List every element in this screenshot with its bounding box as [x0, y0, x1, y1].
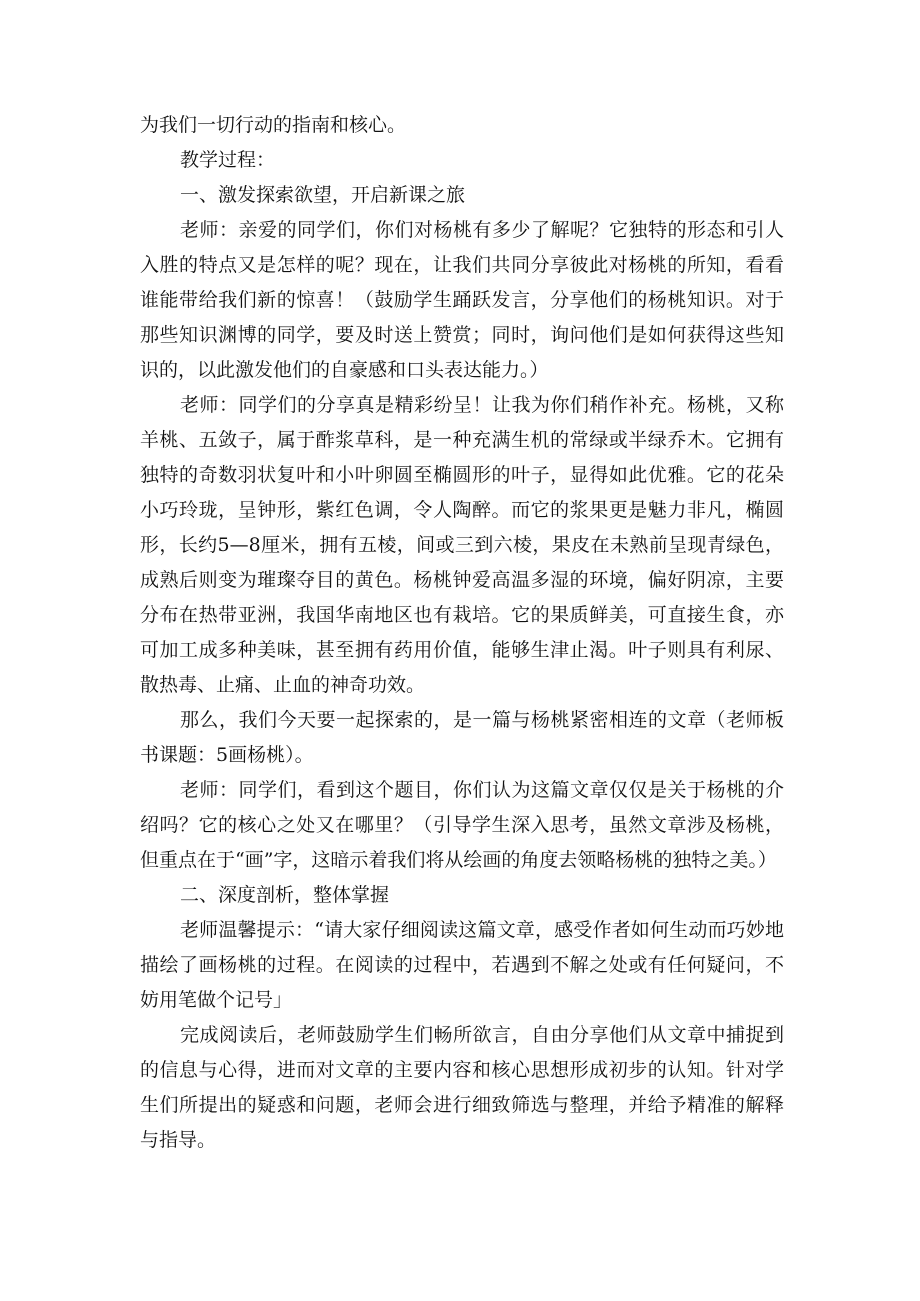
paragraph-continuation: 为我们一切行动的指南和核心。: [140, 114, 407, 136]
paragraph-teacher-guiding: 老师：同学们，看到这个题目，你们认为这篇文章仅仅是关于杨桃的介绍吗？它的核心之处又在哪里？（引导学生深入思考，虽然文章涉及杨桃，但重点在于“画”字，这暗示着我们将从绘画的角度去领略杨桃的独特之美。）: [140, 779, 784, 871]
paragraph-teacher-tip: 老师温馨提示：“请大家仔细阅读这篇文章，感受作者如何生动而巧妙地描绘了画杨桃的过程。在阅读的过程中，若遇到不解之处或有任何疑问，不妨用笔做个记号」: [140, 919, 784, 1011]
paragraph-after-reading: 完成阅读后，老师鼓励学生们畅所欲言，自由分享他们从文章中捕捉到的信息与心得，进而对文章的主要内容和核心思想形成初步的认知。针对学生们所提出的疑惑和问题，老师会进行细致筛选与整理，并给予精准的解释与指导。: [140, 1024, 784, 1151]
paragraph-lesson-title: 那么，我们今天要一起探索的，是一篇与杨桃紧密相连的文章（老师板书课题：5画杨桃）。: [140, 709, 784, 766]
section-heading-1: 一、激发探索欲望，开启新课之旅: [180, 184, 466, 206]
section-heading-2: 二、深度剖析，整体掌握: [180, 884, 390, 906]
paragraph-teacher-supplement: 老师：同学们的分享真是精彩纷呈！让我为你们稍作补充。杨桃，又称羊桃、五敛子，属于酢浆草科，是一种充满生机的常绿或半绿乔木。它拥有独特的奇数羽状复叶和小叶卵圆至椭圆形的叶子，显得如此优雅。它的花朵小巧玲珑，呈钟形，紫红色调，令人陶醉。而它的浆果更是魅力非凡，椭圆形，长约5—8厘米，拥有五棱，间或三到六棱，果皮在未熟前呈现青绿色，成熟后则变为璀璨夺目的黄色。杨桃钟爱高温多湿的环境，偏好阴凉，主要分布在热带亚洲，我国华南地区也有栽培。它的果质鲜美，可直接生食，亦可加工成多种美味，甚至拥有药用价值，能够生津止渴。叶子则具有利尿、散热毒、止痛、止血的神奇功效。: [140, 394, 784, 696]
paragraph-teaching-process-heading: 教学过程：: [180, 149, 276, 171]
paragraph-teacher-question: 老师：亲爱的同学们，你们对杨桃有多少了解呢？它独特的形态和引人入胜的特点又是怎样的呢？现在，让我们共同分享彼此对杨桃的所知，看看谁能带给我们新的惊喜！（鼓励学生踊跃发言，分享他们的杨桃知识。对于那些知识渊博的同学，要及时送上赞赏；同时，询问他们是如何获得这些知识的，以此激发他们的自豪感和口头表达能力。）: [140, 219, 784, 381]
document-page: [140, 108, 784, 1158]
